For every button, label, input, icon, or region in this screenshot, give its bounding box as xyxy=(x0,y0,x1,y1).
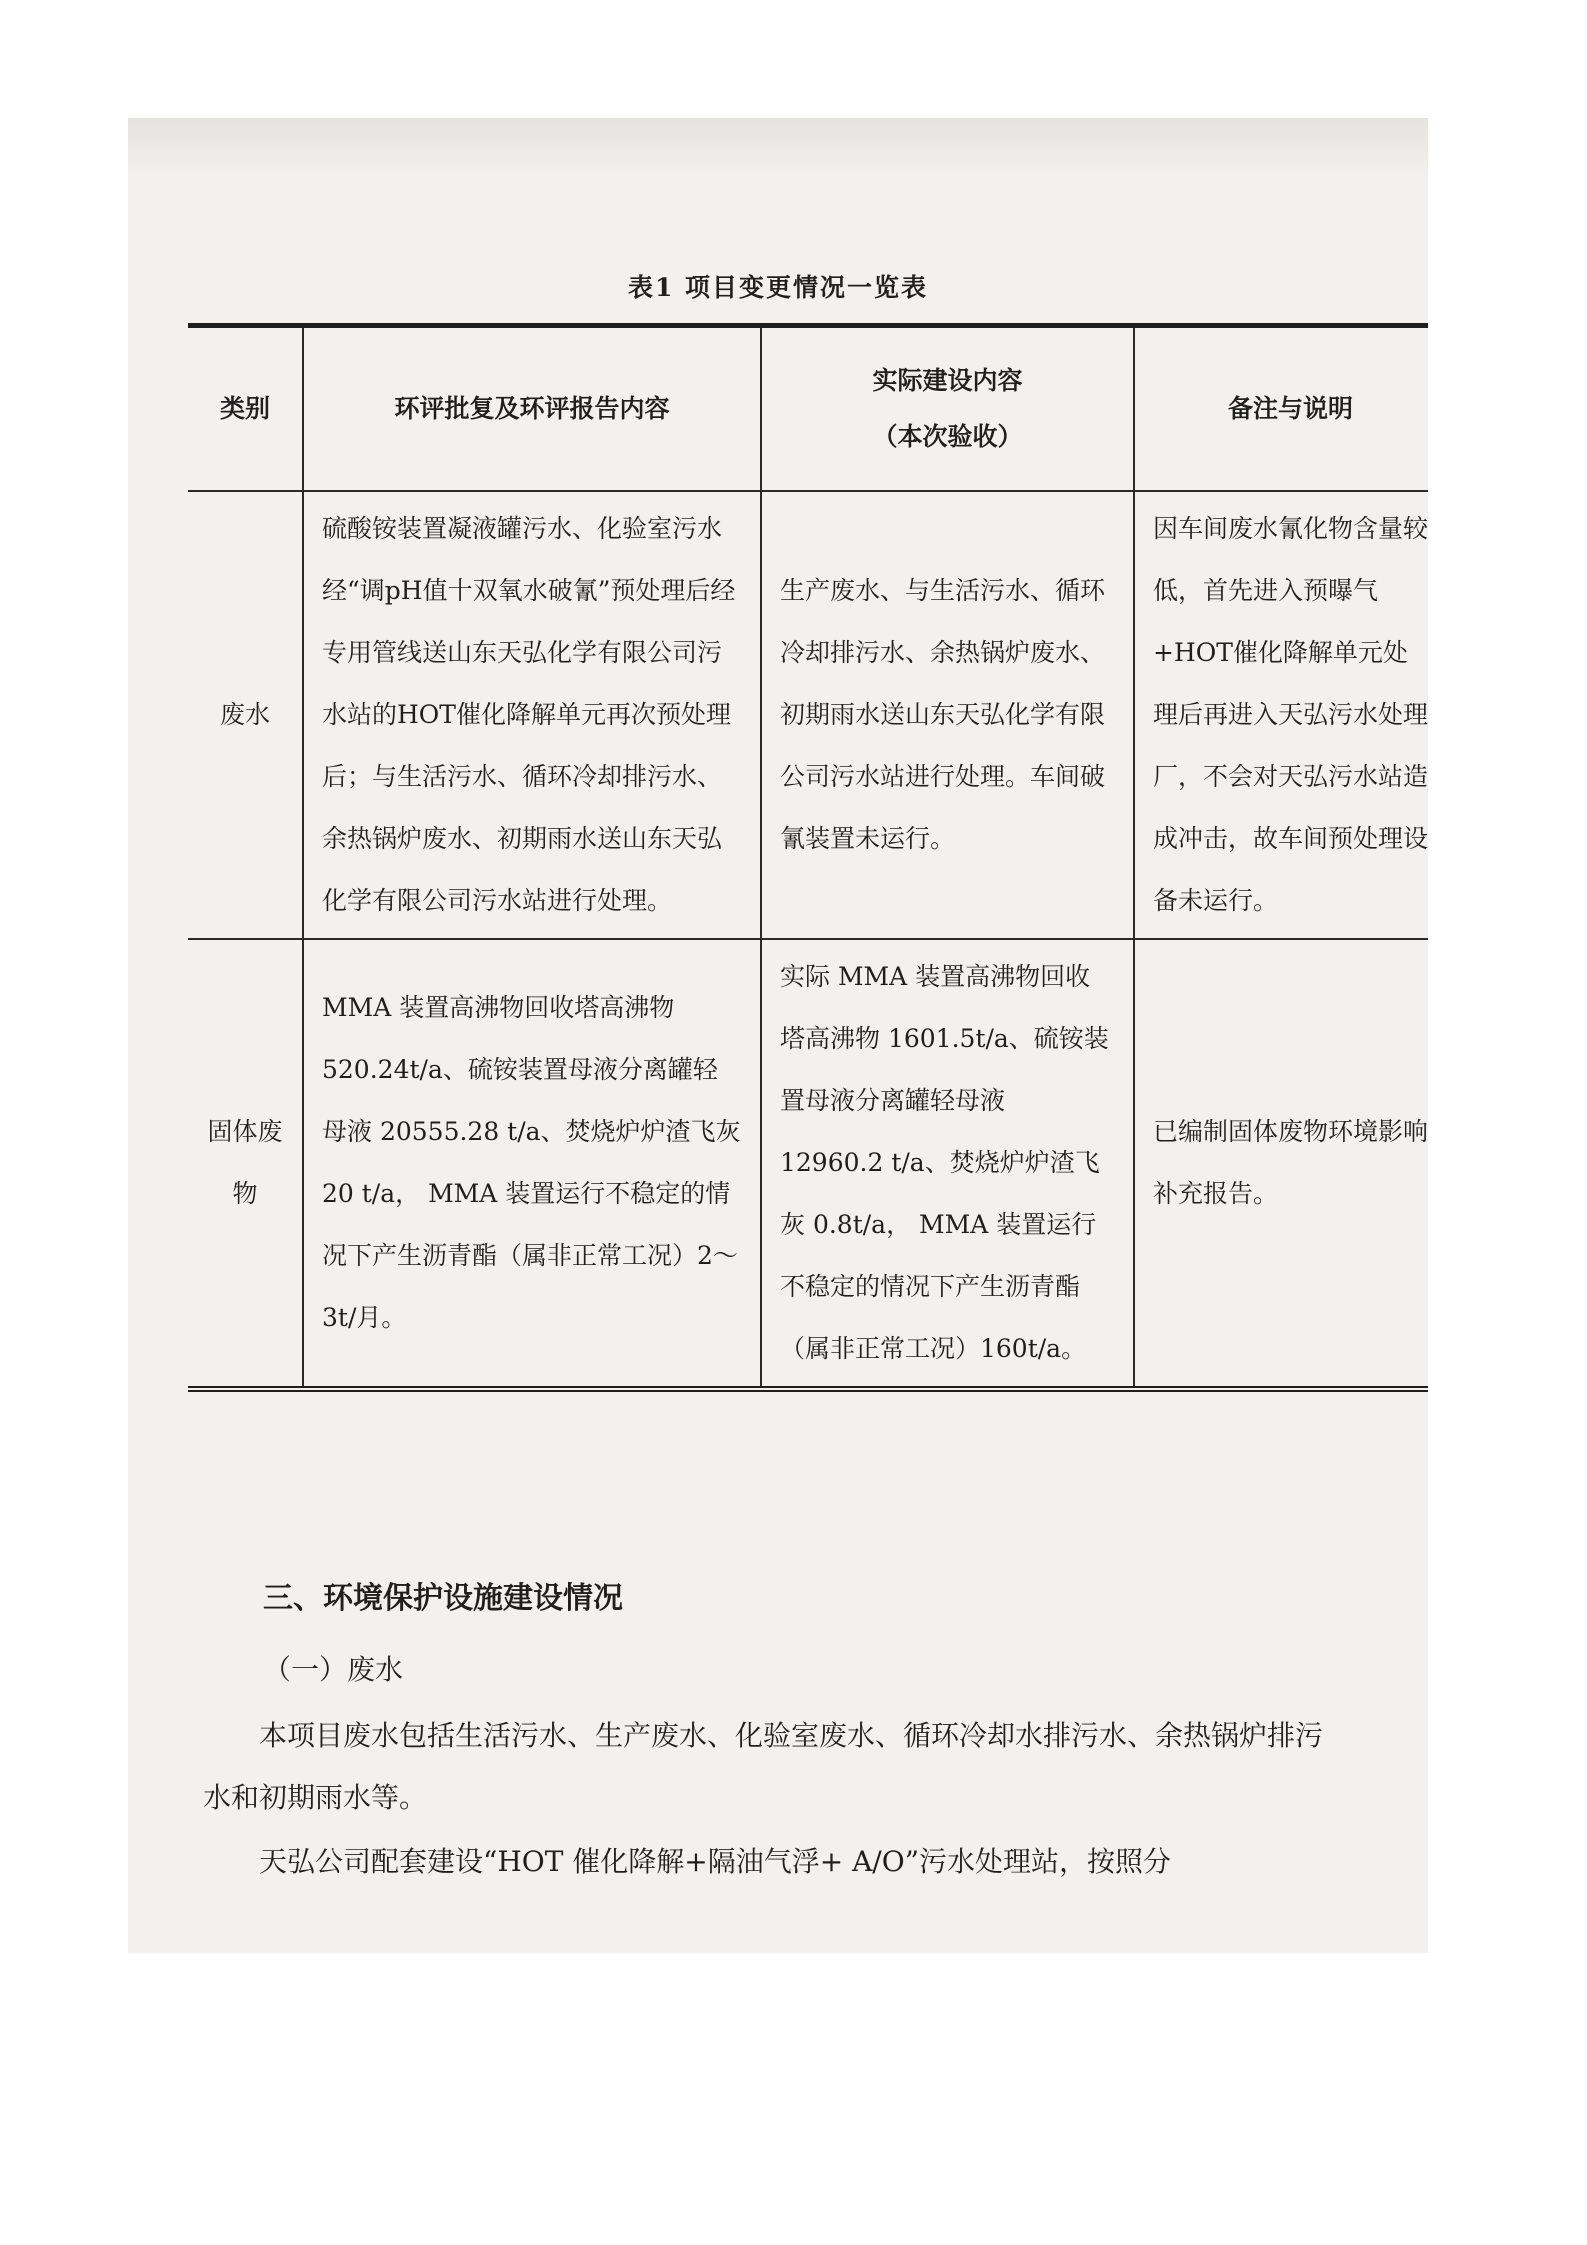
row-actual: 实际 MMA 装置高沸物回收塔高沸物 1601.5t/a、硫铵装置母液分离罐轻母液 12960.2 t/a、焚烧炉炉渣飞灰 0.8t/a， MMA 装置运行不稳定的情况下产生沥青酯（属非正常工况）160t/a。 xyxy=(761,939,1134,1389)
project-change-table xyxy=(188,323,1428,1392)
header-report: 环评批复及环评报告内容 xyxy=(303,326,761,492)
header-note: 备注与说明 xyxy=(1134,326,1428,492)
row-report: 硫酸铵装置凝液罐污水、化验室污水经“调pH值十双氧水破氰”预处理后经专用管线送山东天弘化学有限公司污水站的HOT催化降解单元再次预处理后；与生活污水、循环冷却排污水、余热锅炉废水、初期雨水送山东天弘化学有限公司污水站进行处理。 xyxy=(303,491,761,939)
table-row xyxy=(188,939,1428,1389)
body-paragraph: 天弘公司配套建设“HOT 催化降解+隔油气浮+ A/O”污水处理站，按照分 xyxy=(259,1845,1172,1878)
row-category: 废水 xyxy=(188,491,303,939)
section-title: 三、环境保护设施建设情况 xyxy=(263,1581,623,1616)
body-paragraph: 本项目废水包括生活污水、生产废水、化验室废水、循环冷却水排污水、余热锅炉排污水和初期雨水等。 xyxy=(203,1719,1324,1814)
scan-shadow xyxy=(128,118,1428,178)
header-actual-line2: （本次验收） xyxy=(872,422,1023,451)
table-header-row xyxy=(188,326,1428,492)
row-note: 因车间废水氰化物含量较低，首先进入预曝气+HOT催化降解单元处理后再进入天弘污水处理厂，不会对天弘污水站造成冲击，故车间预处理设备未运行。 xyxy=(1134,491,1428,939)
scanned-page xyxy=(128,118,1428,1953)
row-report: MMA 装置高沸物回收塔高沸物520.24t/a、硫铵装置母液分离罐轻母液 20555.28 t/a、焚烧炉炉渣飞灰 20 t/a， MMA 装置运行不稳定的情况下产生沥青酯（属非正常工况）2～3t/月。 xyxy=(303,939,761,1389)
header-actual-line1: 实际建设内容 xyxy=(872,366,1023,395)
header-actual xyxy=(761,326,1134,492)
subsection-title: （一）废水 xyxy=(263,1653,404,1686)
row-category: 固体废物 xyxy=(188,939,303,1389)
header-category: 类别 xyxy=(188,326,303,492)
row-note: 已编制固体废物环境影响补充报告。 xyxy=(1134,939,1428,1389)
row-actual: 生产废水、与生活污水、循环冷却排污水、余热锅炉废水、初期雨水送山东天弘化学有限公司污水站进行处理。车间破氰装置未运行。 xyxy=(761,491,1134,939)
table-caption: 表1 项目变更情况一览表 xyxy=(627,273,929,302)
table-row xyxy=(188,491,1428,939)
